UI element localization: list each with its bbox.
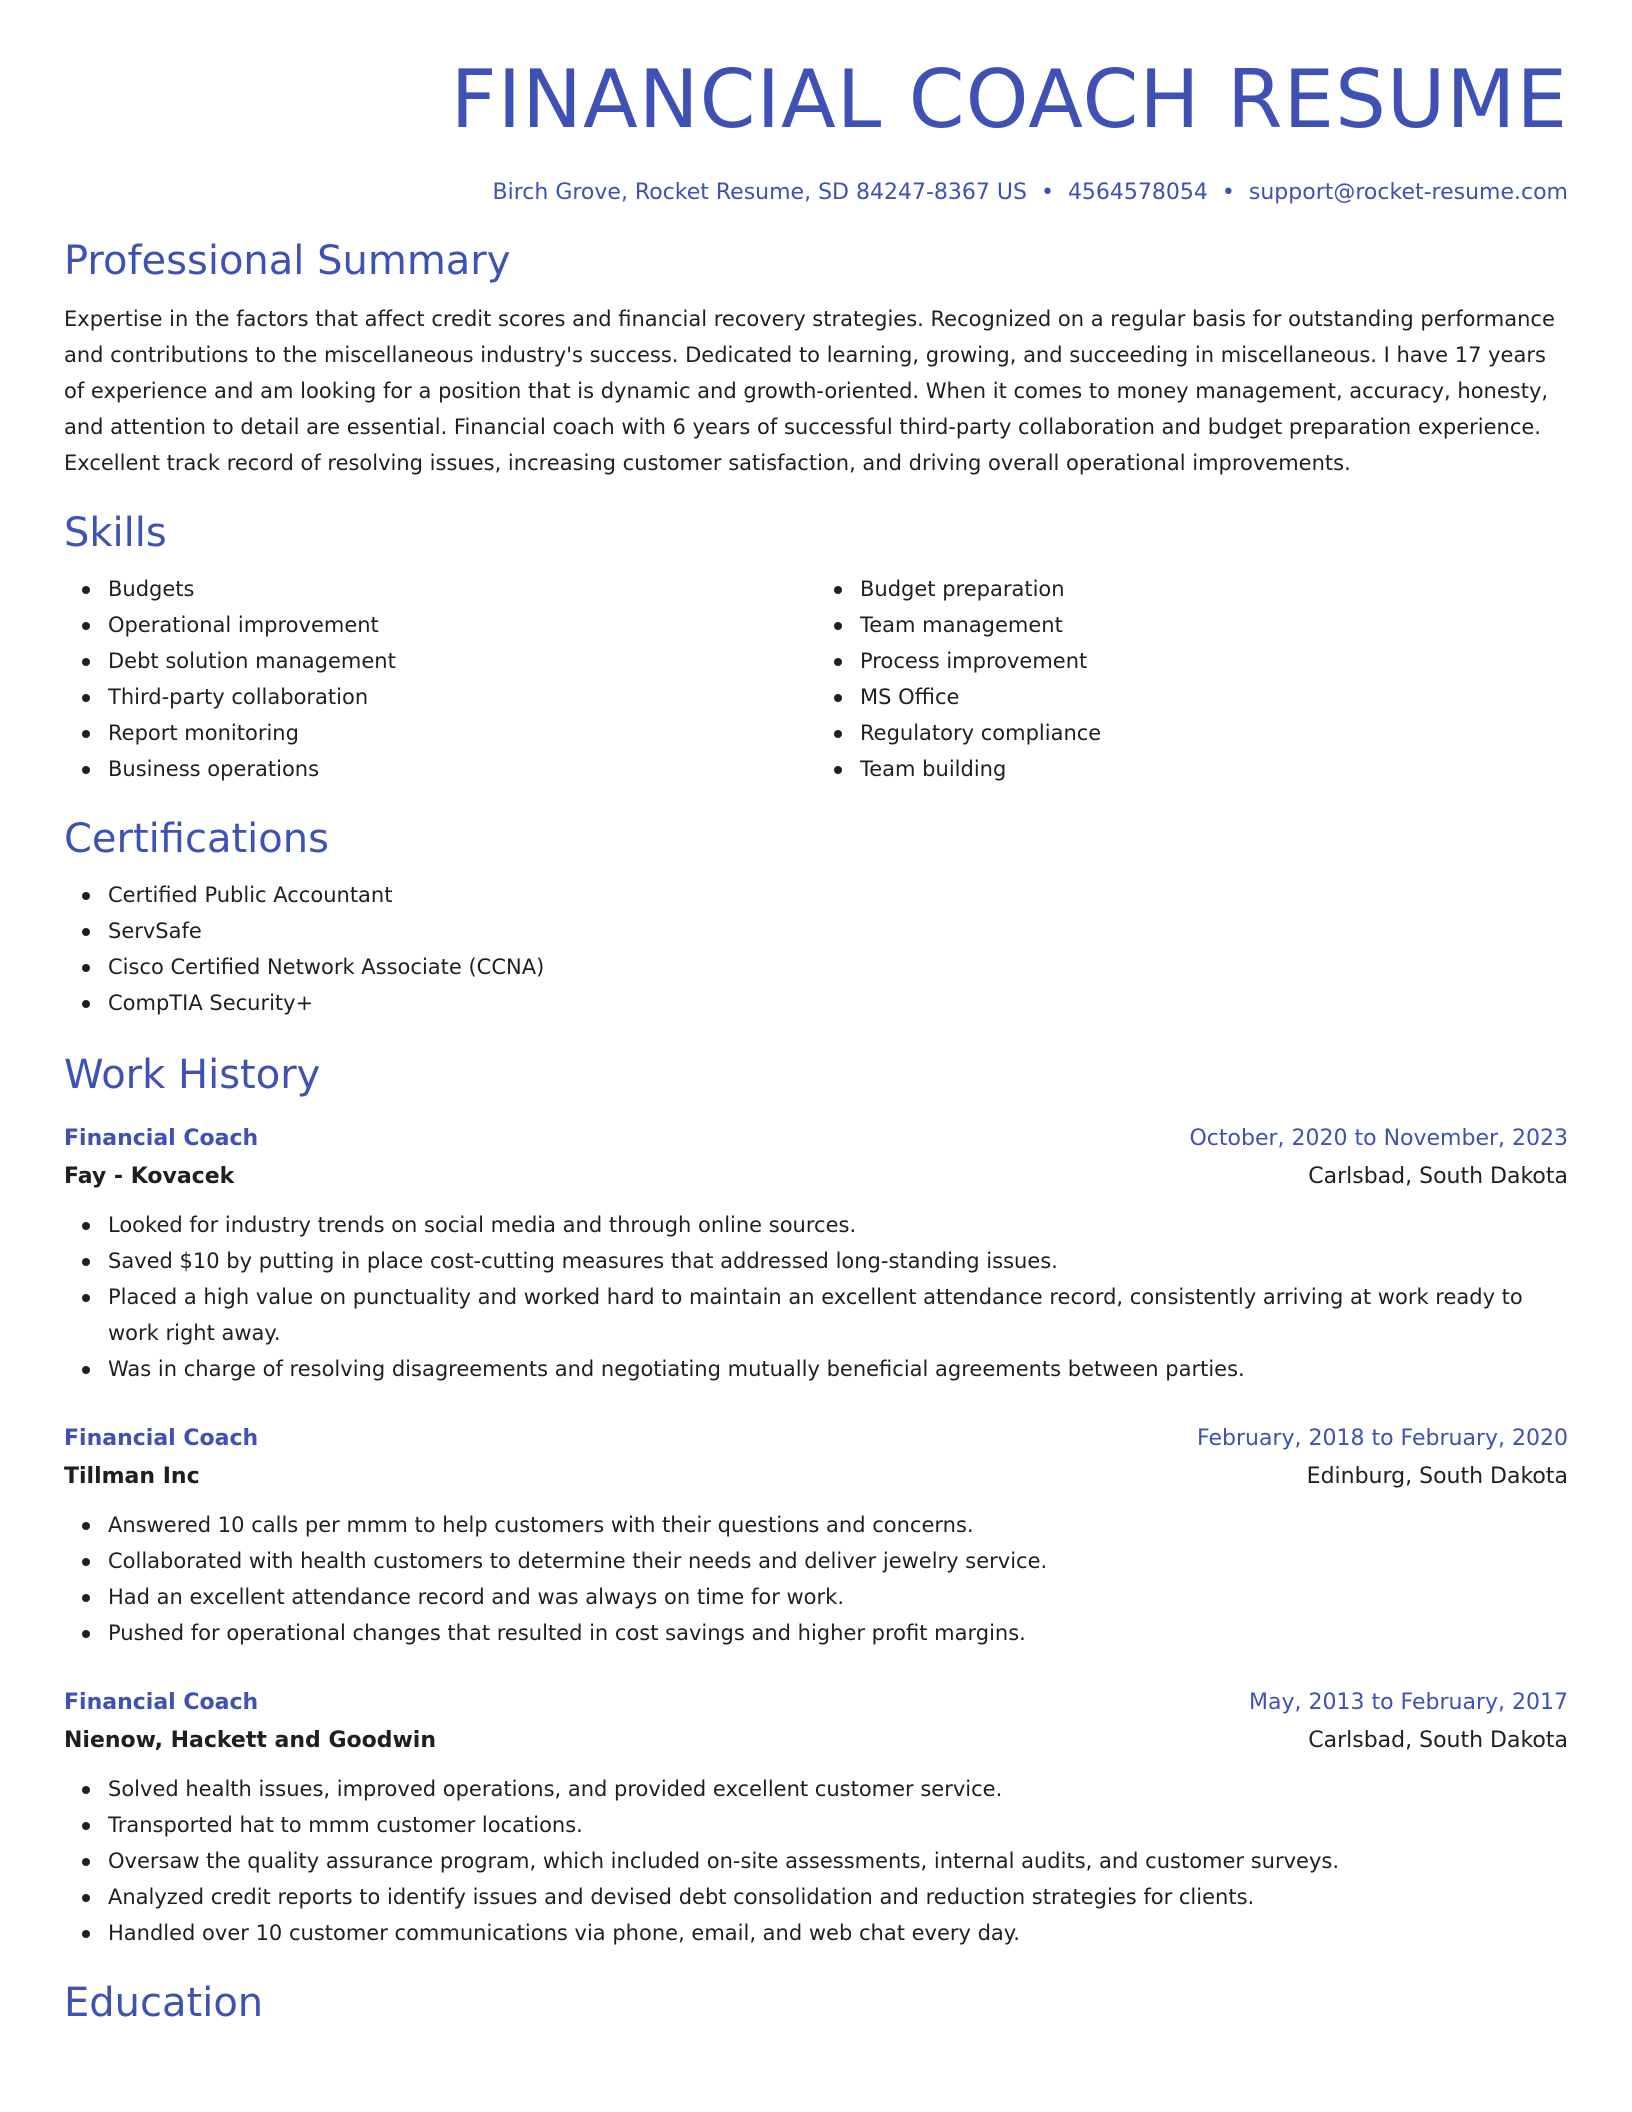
contact-separator: •	[1221, 180, 1235, 205]
contact-line	[64, 180, 1568, 205]
skills-heading: Skills	[64, 510, 167, 556]
skills-columns	[64, 571, 1568, 787]
certifications-heading: Certifications	[64, 816, 329, 862]
job-bullet: Analyzed credit reports to identify issues and devised debt consolidation and reduction strategies for clients.	[108, 1879, 1568, 1915]
job-bullet: Oversaw the quality assurance program, which included on-site assessments, internal audits, and customer surveys.	[108, 1843, 1568, 1879]
summary-heading: Professional Summary	[64, 238, 511, 284]
job-bullets	[64, 1771, 1568, 1951]
skill-item: Debt solution management	[108, 643, 816, 679]
resume-header	[64, 52, 1568, 205]
skill-item: Operational improvement	[108, 607, 816, 643]
job-bullet: Pushed for operational changes that resulted in cost savings and higher profit margins.	[108, 1615, 1568, 1651]
summary-text: Expertise in the factors that affect credit scores and financial recovery strategies. Recognized on a regular basis for outstanding performance and contributions to the miscellaneous industry's success. Dedicated to learning, growing, and succeeding in miscellaneous. I have 17 years of experience and am looking for a position that is dynamic and growth-oriented. When it comes to money management, accuracy, honesty, and attention to detail are essential. Financial coach with 6 years of successful third-party collaboration and budget preparation experience. Excellent track record of resolving issues, increasing customer satisfaction, and driving overall operational improvements.	[64, 307, 1555, 475]
job-title-row	[64, 1685, 1568, 1721]
job-company-row	[64, 1457, 1568, 1497]
job-bullet: Had an excellent attendance record and was always on time for work.	[108, 1579, 1568, 1615]
job-bullet: Collaborated with health customers to determine their needs and deliver jewelry service.	[108, 1543, 1568, 1579]
skill-item: Regulatory compliance	[860, 715, 1568, 751]
job-entry	[64, 1121, 1568, 1387]
job-title: Financial Coach	[64, 1126, 259, 1151]
contact-address: Birch Grove, Rocket Resume, SD 84247-8367 US	[492, 180, 1027, 205]
job-location: Carlsbad, South Dakota	[1308, 1728, 1568, 1753]
resume-name: FINANCIAL COACH RESUME	[450, 53, 1568, 146]
certification-item: Cisco Certified Network Associate (CCNA)	[108, 949, 1568, 985]
skill-item: Team building	[860, 751, 1568, 787]
job-bullet: Saved $10 by putting in place cost-cutting measures that addressed long-standing issues.	[108, 1243, 1568, 1279]
skill-item: Budget preparation	[860, 571, 1568, 607]
skill-item: Budgets	[108, 571, 816, 607]
certification-item: CompTIA Security+	[108, 985, 1568, 1021]
skill-item: Team management	[860, 607, 1568, 643]
certification-item: ServSafe	[108, 913, 1568, 949]
job-dates: October, 2020 to November, 2023	[1189, 1126, 1568, 1151]
job-dates: February, 2018 to February, 2020	[1197, 1426, 1568, 1451]
job-bullet: Placed a high value on punctuality and worked hard to maintain an excellent attendance record, consistently arriving at work ready to work right away.	[108, 1279, 1568, 1351]
job-dates: May, 2013 to February, 2017	[1249, 1690, 1568, 1715]
work-history-heading: Work History	[64, 1052, 321, 1098]
job-title: Financial Coach	[64, 1426, 259, 1451]
education-heading: Education	[64, 1980, 264, 2026]
job-bullet: Answered 10 calls per mmm to help customers with their questions and concerns.	[108, 1507, 1568, 1543]
job-entry	[64, 1421, 1568, 1651]
job-company: Tillman Inc	[64, 1464, 200, 1489]
contact-separator: •	[1040, 180, 1054, 205]
job-title-row	[64, 1421, 1568, 1457]
certification-item: Certified Public Accountant	[108, 877, 1568, 913]
job-title-row	[64, 1121, 1568, 1157]
job-title: Financial Coach	[64, 1690, 259, 1715]
job-bullets	[64, 1207, 1568, 1387]
job-bullet: Was in charge of resolving disagreements and negotiating mutually beneficial agreements between parties.	[108, 1351, 1568, 1387]
job-bullet: Solved health issues, improved operations, and provided excellent customer service.	[108, 1771, 1568, 1807]
skills-list-right	[816, 571, 1568, 787]
job-bullet: Handled over 10 customer communications via phone, email, and web chat every day.	[108, 1915, 1568, 1951]
contact-phone: 4564578054	[1067, 180, 1208, 205]
job-company-row	[64, 1721, 1568, 1761]
job-company-row	[64, 1157, 1568, 1197]
contact-email[interactable]: support@rocket-resume.com	[1248, 180, 1568, 205]
job-bullet: Transported hat to mmm customer locations.	[108, 1807, 1568, 1843]
certifications-list	[64, 877, 1568, 1021]
job-location: Edinburg, South Dakota	[1306, 1464, 1568, 1489]
job-bullet: Looked for industry trends on social media and through online sources.	[108, 1207, 1568, 1243]
job-company: Nienow, Hackett and Goodwin	[64, 1728, 437, 1753]
job-entry	[64, 1685, 1568, 1951]
job-bullets	[64, 1507, 1568, 1651]
skill-item: Report monitoring	[108, 715, 816, 751]
skill-item: Process improvement	[860, 643, 1568, 679]
skill-item: Third-party collaboration	[108, 679, 816, 715]
skill-item: Business operations	[108, 751, 816, 787]
skill-item: MS Office	[860, 679, 1568, 715]
job-company: Fay - Kovacek	[64, 1164, 235, 1189]
job-location: Carlsbad, South Dakota	[1308, 1164, 1568, 1189]
skills-list-left	[64, 571, 816, 787]
